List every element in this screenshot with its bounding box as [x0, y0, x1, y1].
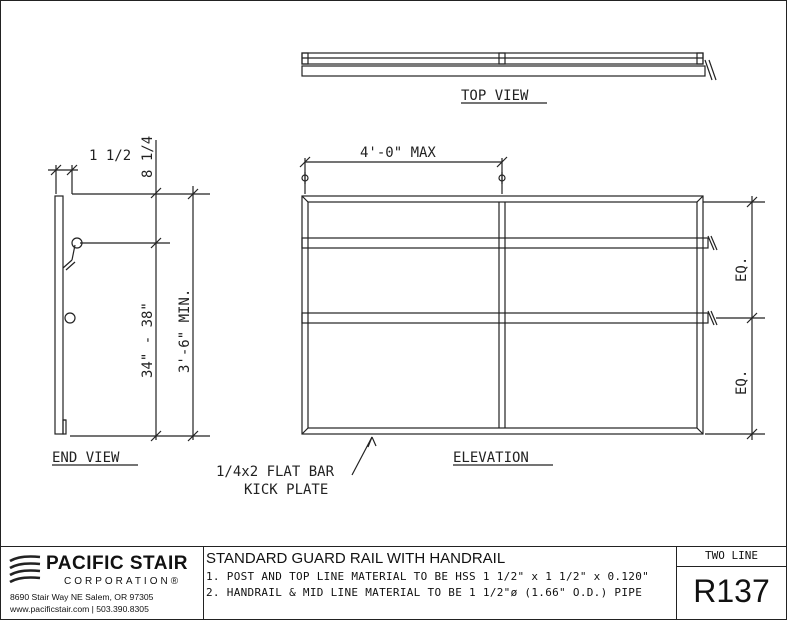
eq-lower-dim: EQ. — [734, 369, 750, 395]
top-view-drawing — [302, 53, 716, 80]
title-block-divider — [676, 566, 787, 567]
company-web-phone: www.pacificstair.com | 503.390.8305 — [10, 604, 149, 614]
elevation-drawing — [300, 157, 765, 475]
guard-height-dim: 3'-6" MIN. — [177, 288, 193, 373]
handrail-height-dim: 34" - 38" — [140, 302, 156, 378]
top-gap-dim: 8 1/4 — [140, 135, 156, 178]
drawing-title: STANDARD GUARD RAIL WITH HANDRAIL — [206, 550, 506, 567]
kick-plate-callout-line2: KICK PLATE — [244, 482, 329, 498]
post-offset-dim: 1 1/2 — [89, 148, 132, 164]
company-name: PACIFIC STAIR — [46, 553, 188, 574]
company-subtitle: CORPORATION® — [64, 576, 182, 587]
drawing-number: R137 — [693, 573, 770, 609]
title-block-border — [0, 546, 787, 547]
eq-upper-dim: EQ. — [734, 256, 750, 282]
company-logo-icon — [8, 553, 42, 585]
top-view-label: TOP VIEW — [461, 88, 529, 104]
kick-plate-callout-line1: 1/4x2 FLAT BAR — [216, 464, 335, 480]
drawing-category: TWO LINE — [705, 549, 758, 562]
elevation-label: ELEVATION — [453, 450, 529, 466]
centerline-symbol-right — [499, 172, 505, 184]
drawing-note-2: 2. HANDRAIL & MID LINE MATERIAL TO BE 1 1/2"ø (1.66" O.D.) PIPE — [206, 586, 643, 599]
drawing-note-1: 1. POST AND TOP LINE MATERIAL TO BE HSS 1 1/2" x 1 1/2" x 0.120" — [206, 570, 650, 583]
centerline-symbol-left — [302, 172, 308, 184]
company-address: 8690 Stair Way NE Salem, OR 97305 — [10, 592, 154, 602]
end-view-label: END VIEW — [52, 450, 120, 466]
title-block-divider — [203, 546, 204, 620]
post-spacing-dim: 4'-0" MAX — [360, 145, 436, 161]
